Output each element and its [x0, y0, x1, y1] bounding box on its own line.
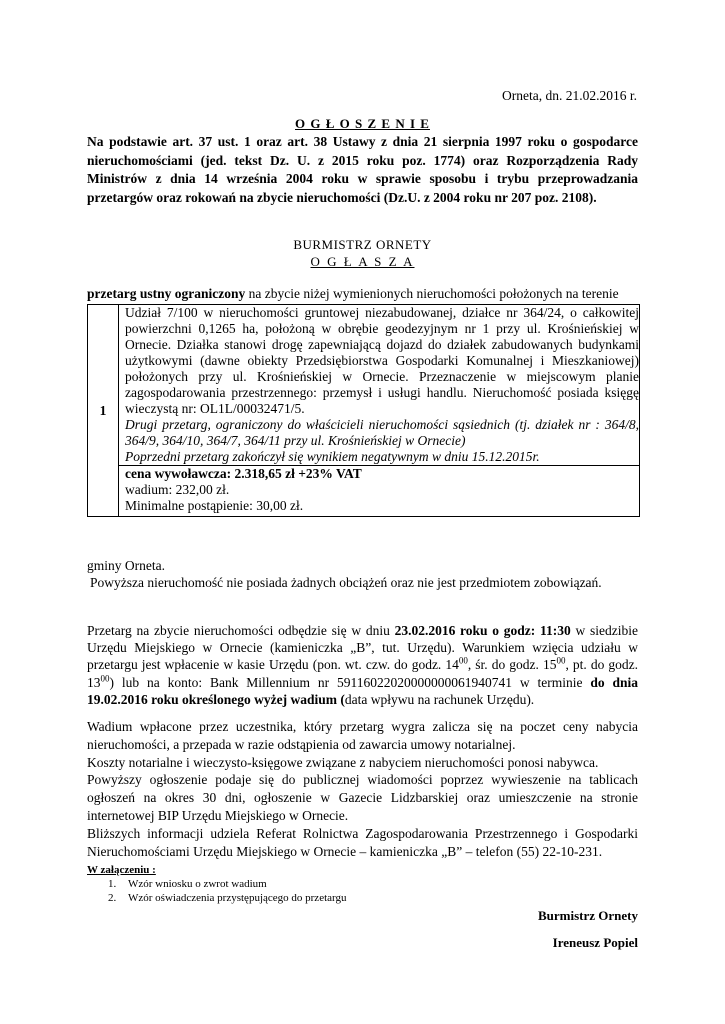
price-cell	[119, 466, 640, 517]
wadium-rules: Wadium wpłacone przez uczestnika, który przetarg wygra zalicza się na poczet ceny nabycia nieruchomości, a przepada w razie odstąpienia od zawarcia umowy notarialnej.	[87, 719, 638, 752]
second-tender-note: Drugi przetarg, ograniczony do właścicieli nieruchomości sąsiednich (tj. działek nr : 364/8, 364/9, 364/10, 364/7, 364/11 przy ul. Krośnieńskiej w Ornecie)	[125, 417, 639, 448]
p1-text-2: w siedzibie Urzędu Miejskiego w Ornecie (kamieniczka „B”, tut. Urzędu). Warunkiem wzięcia udziału w przetargu jest wpłacenie w kasie Urzędu (pon. wt. czw. do godz. 14	[87, 623, 638, 673]
attachment-text: Wzór oświadczenia przystępującego do przetargu	[128, 892, 347, 904]
p1-sup-2: 00	[556, 655, 566, 666]
attachment-number: 1.	[108, 878, 117, 890]
minimum-bid-step: Minimalne postąpienie: 30,00 zł.	[125, 498, 304, 513]
attachment-item	[108, 877, 346, 891]
p1-text-4: , pt. do godz. 13	[87, 657, 639, 690]
property-description-cell	[119, 305, 640, 466]
document-date: Orneta, dn. 21.02.2016 r.	[502, 88, 637, 103]
previous-tender-note: Poprzedni przetarg zakończył się wynikiem negatywnym w dniu 15.12.2015r.	[125, 449, 540, 464]
tender-type-bold: przetarg ustny ograniczony	[87, 286, 246, 301]
announces-heading: O G Ł A S Z A	[310, 254, 415, 269]
notary-costs: Koszty notarialne i wieczysto-księgowe związane z nabyciem nieruchomości ponosi nabywca.	[87, 754, 599, 770]
p1-text-3: , śr. do godz. 15	[467, 657, 557, 673]
attachments-list	[108, 877, 346, 905]
mayor-heading: BURMISTRZ ORNETY	[293, 237, 432, 252]
tender-type-rest: na zbycie niżej wymienionych nieruchomości położonych na terenie	[245, 286, 619, 301]
wadium-amount: wadium: 232,00 zł.	[125, 482, 230, 497]
attachments-header: W załączeniu :	[87, 864, 156, 876]
signature-name: Ireneusz Popiel	[552, 935, 638, 950]
document-title: O G Ł O S Z E N I E	[295, 116, 430, 131]
property-table	[87, 304, 640, 517]
mayor-announces-block	[0, 236, 725, 270]
publication-info: Powyższy ogłoszenie podaje się do publicznej wiadomości poprzez wywieszenie na tablicach ogłoszeń na okres 30 dni, ogłoszenie w Gazecie Lidzbarskiej oraz umieszczenie na stronie internetowej BIP Urzędu Miejskiego w Ornecie.	[87, 772, 638, 823]
signature-title: Burmistrz Ornety	[537, 908, 638, 923]
p1-sup-1: 00	[458, 655, 468, 666]
property-description: Udział 7/100 w nieruchomości gruntowej niezabudowanej, działce nr 364/24, o całkowitej powierzchni 0,1265 ha, położoną w obrębie geodezyjnym nr 1 przy ul. Krośnieńskiej w Ornecie. Działka stanowi drogę zapewniającą dojazd do działek zabudowanych budynkami użytkowymi (dawne obiekty Przedsiębiorstwa Gospodarki Komunalnej i Mieszkaniowej) położonych przy ul. Krośnieńskiej w Ornecie. Przeznaczenie w miejscowym planie zagospodarowania przestrzennego: przemysł i usługi handlu. Nieruchomość posiada księgę wieczystą nr: OL1L/00032471/5.	[125, 305, 639, 416]
p1-sup-3: 00	[100, 673, 110, 684]
tender-details-paragraph	[87, 622, 638, 708]
starting-price: cena wywoławcza: 2.318,65 zł +23% VAT	[125, 466, 362, 481]
attachment-text: Wzór wniosku o zwrot wadium	[128, 878, 267, 890]
conditions-paragraphs	[87, 718, 638, 860]
wadium-deadline: do dnia 19.02.2016 roku określonego wyżej wadium (	[87, 674, 638, 707]
p1-text-1: Przetarg na zbycie nieruchomości odbędzie się w dniu	[87, 623, 395, 638]
p1-text-5: ) lub na konto: Bank Millennium nr 59116022020000000061940741 w terminie	[109, 674, 591, 690]
contact-info: Bliższych informacji udziela Referat Rolnictwa Zagospodarowania Przestrzennego i Gospodarki Nieruchomościami Urzędu Miejskiego w Ornecie – kamieniczka „B” – telefon (55) 22-10-231.	[87, 825, 638, 859]
attachment-item	[108, 891, 346, 905]
tender-date-time: 23.02.2016 roku o godz: 11:30	[394, 623, 571, 638]
gmina-text: gminy Orneta.	[87, 558, 165, 573]
p1-text-6: data wpływu na rachunek Urzędu).	[344, 691, 535, 707]
legal-basis-paragraph: Na podstawie art. 37 ust. 1 oraz art. 38 Ustawy z dnia 21 sierpnia 1997 roku o gospodarce nieruchomościami (jed. tekst Dz. U. z 2015 roku poz. 1774) oraz Rozporządzenia Rady Ministrów z dnia 14 września 2004 roku w sprawie sposobu i trybu przeprowadzania przetargów oraz rokowań na zbycie nieruchomości (Dz.U. z 2004 roku nr 207 poz. 2108).	[87, 134, 638, 205]
attachment-number: 2.	[108, 892, 117, 904]
property-number: 1	[88, 305, 119, 517]
encumbrance-statement: Powyższa nieruchomość nie posiada żadnych obciążeń oraz nie jest przedmiotem zobowiązań.	[90, 575, 602, 590]
tender-type-line	[87, 286, 619, 302]
